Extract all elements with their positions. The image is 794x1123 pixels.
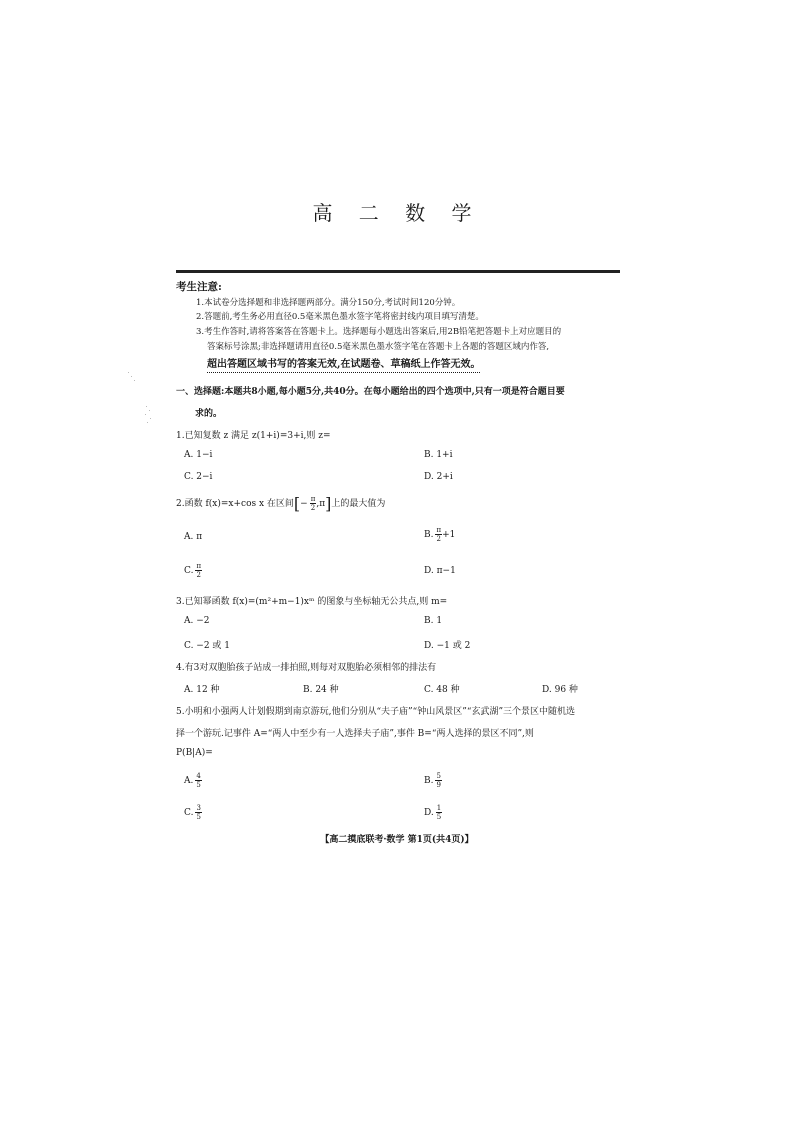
question-5-option-c [184, 804, 202, 821]
question-4-option-c: C. 48 种 [424, 685, 460, 695]
question-2-option-d: D. π−1 [424, 566, 456, 576]
question-2-option-c-den: 2 [196, 571, 201, 579]
interval-left-sign: − [300, 499, 308, 509]
question-2-option-b-label: B. [424, 530, 434, 540]
page-title: 高 二 数 学 [312, 201, 482, 225]
notice-item-3-emphasis: 超出答题区域书写的答案无效,在试题卷、草稿纸上作答无效。 [207, 359, 481, 370]
question-5-option-d [424, 804, 442, 821]
question-2-option-b-post: +1 [442, 530, 456, 540]
question-2-option-b-num: π [436, 526, 442, 534]
interval-right: ,π [316, 499, 326, 509]
question-4-stem: 4.有3对双胞胎孩子站成一排拍照,则每对双胞胎必须相邻的排法有 [176, 663, 437, 673]
question-2-stem-post: 上的最大值为 [331, 499, 386, 509]
page-footer: 【高二摸底联考·数学 第1页(共4页)】 [320, 835, 474, 845]
question-3-option-a: A. −2 [184, 616, 210, 626]
notice-item-2: 2.答题前,考生务必用直径0.5毫米黑色墨水签字笔将密封线内项目填写清楚。 [196, 312, 484, 322]
question-3-option-d: D. −1 或 2 [424, 641, 471, 651]
question-5-option-b [424, 772, 442, 789]
notice-heading: 考生注意: [176, 281, 222, 293]
question-5-stem-line-1: 5.小明和小强两人计划假期到南京游玩,他们分别从“夫子庙”“钟山风景区”“玄武湖”三个景区中随机选 [176, 707, 576, 717]
interval-fraction-den: 2 [310, 504, 316, 512]
question-2-option-b-den: 2 [436, 535, 442, 543]
question-2-option-c-label: C. [184, 566, 194, 576]
question-5-option-d-label: D. [424, 808, 434, 818]
question-1-stem: 1.已知复数 z 满足 z(1+i)=3+i,则 z= [176, 431, 331, 441]
question-5-option-a-fraction [195, 772, 201, 789]
question-3-option-c: C. −2 或 1 [184, 641, 231, 651]
question-5-option-c-den: 5 [196, 813, 201, 821]
question-3-stem: 3.已知幂函数 f(x)=(m²+m−1)xᵐ 的图象与坐标轴无公共点,则 m= [176, 597, 448, 607]
notice-item-3: 3.考生作答时,请将答案答在答题卡上。选择题每小题选出答案后,用2B铅笔把答题卡上对应题目的 [196, 327, 562, 337]
question-5-option-a [184, 772, 202, 789]
question-2-stem [176, 494, 385, 513]
question-2-option-b [424, 526, 455, 543]
question-2-option-c-num: π [196, 562, 202, 570]
notice-item-1: 1.本试卷分选择题和非选择题两部分。满分150分,考试时间120分钟。 [196, 298, 461, 308]
notice-item-3-cont: 答案标号涂黑;非选择题请用直径0.5毫米黑色墨水签字笔在答题卡上各题的答题区域内作答, [207, 342, 550, 352]
question-5-option-b-den: 9 [436, 781, 441, 789]
interval-bracket-left: [ [293, 494, 301, 513]
question-4-option-d: D. 96 种 [542, 685, 578, 695]
question-5-option-b-fraction [435, 772, 441, 789]
question-5-option-b-num: 5 [436, 772, 441, 780]
question-4-option-b: B. 24 种 [303, 685, 339, 695]
section-heading-cont: 求的。 [195, 409, 223, 419]
question-2-option-a: A. π [184, 532, 203, 542]
question-2-option-c [184, 562, 202, 579]
question-5-option-d-fraction [436, 804, 442, 821]
question-1-option-c: C. 2−i [184, 472, 213, 482]
interval-fraction-num: π [310, 495, 316, 503]
question-5-option-d-den: 5 [436, 813, 442, 821]
question-5-option-c-num: 3 [196, 804, 201, 812]
question-5-option-b-label: B. [424, 776, 434, 786]
header-rule [176, 270, 620, 273]
section-heading: 一、选择题:本题共8小题,每小题5分,共40分。在每小题给出的四个选项中,只有一项是符合题目要 [176, 387, 565, 397]
question-5-stem-line-2: 择一个游玩.记事件 A=“两人中至少有一人选择夫子庙”,事件 B=“两人选择的景区不同”,则 [176, 729, 534, 739]
question-1-option-d: D. 2+i [424, 472, 453, 482]
question-5-option-a-den: 5 [196, 781, 201, 789]
question-2-option-c-fraction [195, 562, 202, 579]
question-1-option-b: B. 1+i [424, 450, 453, 460]
question-4-option-a: A. 12 种 [184, 685, 220, 695]
question-5-option-a-label: A. [184, 776, 194, 786]
question-3-option-b: B. 1 [424, 616, 443, 626]
interval-bracket-right: ] [325, 494, 332, 513]
question-5-option-c-label: C. [184, 808, 194, 818]
question-1-option-a: A. 1−i [184, 450, 213, 460]
question-5-option-c-fraction [195, 804, 201, 821]
question-5-stem-line-3: P(B|A)= [176, 748, 213, 758]
question-5-option-a-num: 4 [196, 772, 201, 780]
question-5-option-d-num: 1 [436, 804, 442, 812]
question-2-stem-pre: 2.函数 f(x)=x+cos x 在区间 [176, 499, 294, 509]
